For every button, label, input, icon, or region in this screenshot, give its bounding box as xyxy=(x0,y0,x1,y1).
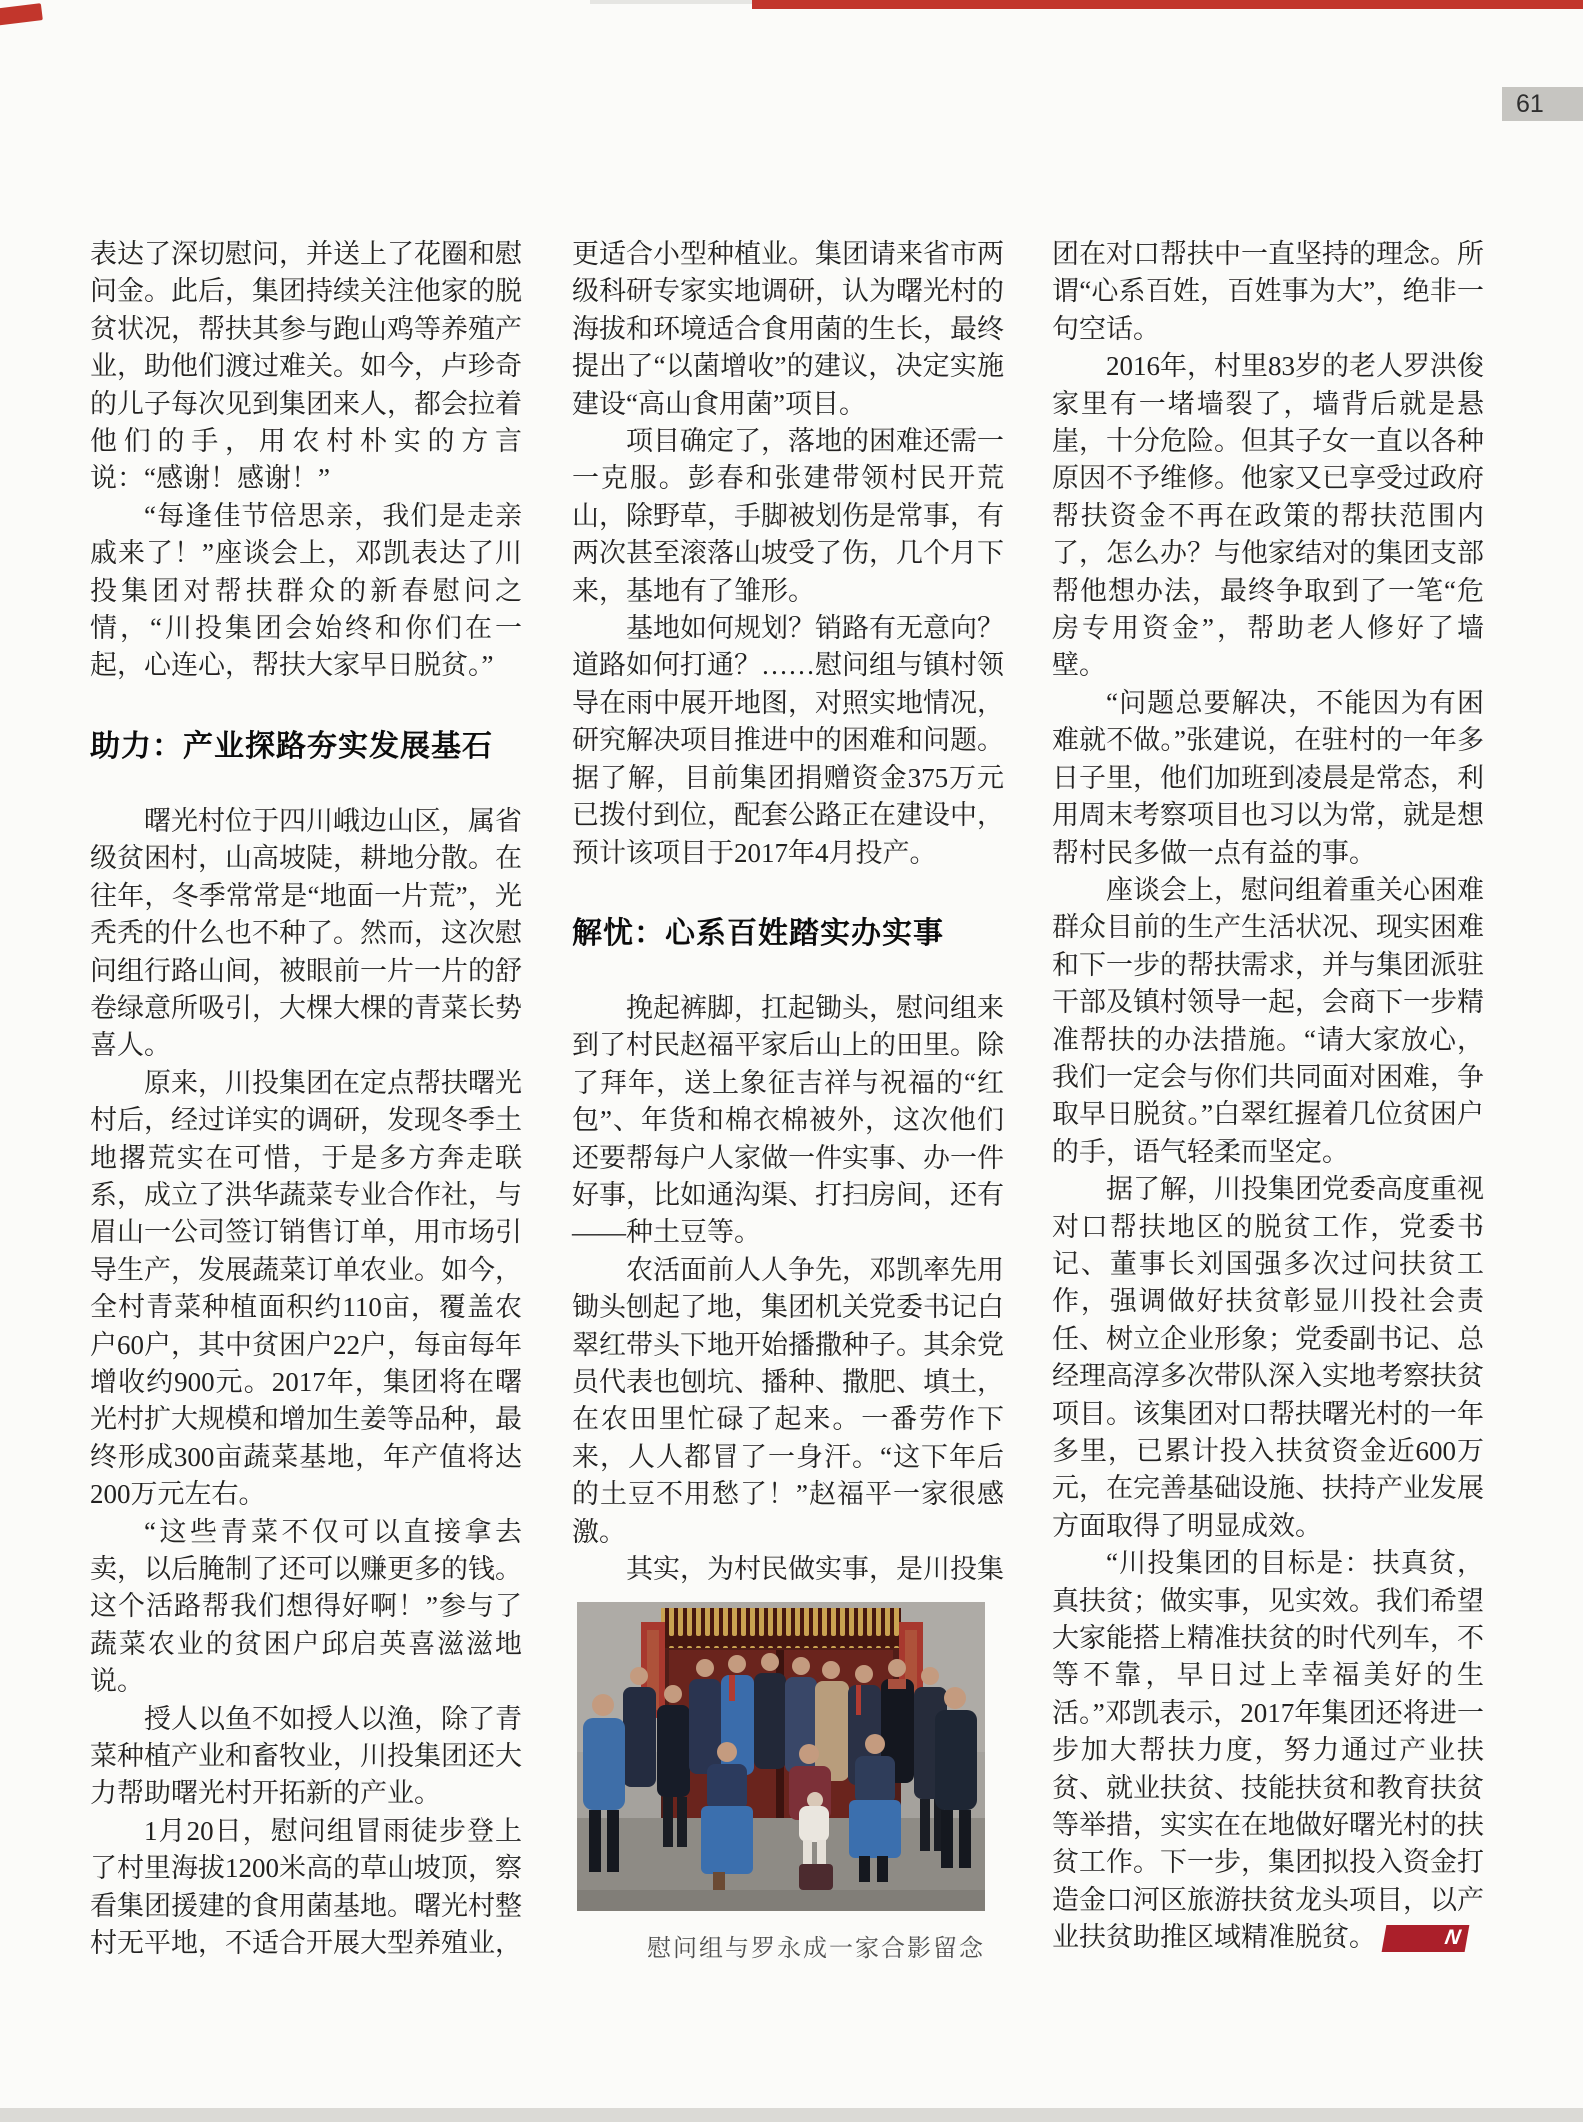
paragraph: 表达了深切慰问，并送上了花圈和慰问金。此后，集团持续关注他家的脱贫状况，帮扶其参与跑山鸡等养殖产业，助他们渡过难关。如今，卢珍奇的儿子每次见到集团来人，都会拉着他们的手，用农村朴实的方言说：“感谢！感谢！” xyxy=(90,239,522,494)
page-number: 61 xyxy=(1516,89,1544,118)
section-heading-zhuli: 助力：产业探路夯实发展基石 xyxy=(90,729,493,763)
paragraph: 更适合小型种植业。集团请来省市两级科研专家实地调研，认为曙光村的海拔和环境适合食用菌的生长，最终提出了“以菌增收”的建议，决定实施建设“高山食用菌”项目。 xyxy=(572,239,1004,419)
paragraph: 曙光村位于四川峨边山区，属省级贫困村，山高坡陡，耕地分散。在往年，冬季常常是“地面一片荒”，光秃秃的什么也不种了。然而，这次慰问组行路山间，被眼前一片一片的舒卷绿意所吸引，大棵大棵的青菜长势喜人。 xyxy=(90,805,522,1061)
end-of-article-mark-icon: N xyxy=(1382,1925,1470,1952)
paragraph: 原来，川投集团在定点帮扶曙光村后，经过详实的调研，发现冬季土地撂荒实在可惜，于是多方奔走联系，成立了洪华蔬菜专业合作社，与眉山一公司签订销售订单，用市场引导生产，发展蔬菜订单农业。如今，全村青菜种植面积约110亩，覆盖农户60户，其中贫困户22户，每亩每年增收约900元。2017年，集团将在曙光村扩大规模和增加生姜等品种，最终形成300亩蔬菜基地，年产值将达200万元左右。 xyxy=(90,1067,522,1510)
paragraph: 1月20日，慰问组冒雨徒步登上了村里海拔1200米高的草山坡顶，察看集团援建的食用菌基地。曙光村整村无平地，不适合开展大型养殖业， xyxy=(90,1815,522,1959)
paragraph: 其实，为村民做实事，是川投集 xyxy=(626,1554,1004,1584)
bottom-scan-edge xyxy=(0,2108,1583,2122)
group-photo-image xyxy=(577,1602,985,1911)
paragraph: “每逢佳节倍思亲，我们是走亲戚来了！”座谈会上，邓凯表达了川投集团对帮扶群众的新春慰问之情，“川投集团会始终和你们在一起，心连心，帮扶大家早日脱贫。” xyxy=(90,500,522,681)
paragraph xyxy=(1052,1545,1484,1956)
paragraph: 座谈会上，慰问组着重关心困难群众目前的生产生活状况、现实困难和下一步的帮扶需求，并与集团派驻干部及镇村领导一起，会商下一步精准帮扶的办法措施。“请大家放心，我们一定会与你们共同面对困难，争取早日脱贫。”白翠红握着几位贫困户的手，语气轻柔而坚定。 xyxy=(1052,874,1484,1167)
paragraph: 挽起裤脚，扛起锄头，慰问组来到了村民赵福平家后山上的田里。除了拜年，送上象征吉祥与祝福的“红包”、年货和棉衣棉被外，这次他们还要帮每户人家做一件实事、办一件好事，比如通沟渠、打扫房间，还有——种土豆等。 xyxy=(572,992,1004,1248)
article-column-3 xyxy=(1052,236,1484,1957)
group-photo xyxy=(577,1602,985,1968)
paragraph: 团在对口帮扶中一直坚持的理念。所谓“心系百姓，百姓事为大”，绝非一句空话。 xyxy=(1052,239,1484,344)
paragraph: 项目确定了，落地的困难还需一一克服。彭春和张建带领村民开荒山，除野草，手脚被划伤是常事，有两次甚至滚落山坡受了伤，几个月下来，基地有了雏形。 xyxy=(572,426,1004,606)
section-heading-jieyou: 解忧：心系百姓踏实办实事 xyxy=(572,916,944,950)
article-column-2 xyxy=(572,236,1004,1969)
photo-caption: 慰问组与罗永成一家合影留念 xyxy=(647,1936,985,1963)
top-left-red-mark xyxy=(0,3,43,26)
paragraph: 基地如何规划？销路有无意向？道路如何打通？……慰问组与镇村领导在雨中展开地图，对照实地情况，研究解决项目推进中的困难和问题。据了解，目前集团捐赠资金375万元已拨付到位，配套公路正在建设中，预计该项目于2017年4月投产。 xyxy=(572,613,1004,868)
paragraph: “这些青菜不仅可以直接拿去卖，以后腌制了还可以赚更多的钱。这个活路帮我们想得好啊！”参与了蔬菜农业的贫困户邱启英喜滋滋地说。 xyxy=(90,1516,522,1697)
top-right-red-bar xyxy=(752,0,1583,9)
paragraph-text: “川投集团的目标是：扶真贫，真扶贫；做实事，见实效。我们希望大家能搭上精准扶贫的时代列车，不等不靠，早日过上幸福美好的生活。”邓凯表示，2017年集团还将进一步加大帮扶力度，努力通过产业扶贫、就业扶贫、技能扶贫和教育扶贫等举措，实实在在地做好曙光村的扶贫工作。下一步，集团拟投入资金打造金口河区旅游扶贫龙头项目，以产业扶贫助推区域精准脱贫。 xyxy=(1052,1548,1484,1953)
paragraph: 农活面前人人争先，邓凯率先用锄头刨起了地，集团机关党委书记白翠红带头下地开始播撒种子。其余党员代表也刨坑、播种、撒肥、填土，在农田里忙碌了起来。一番劳作下来，人人都冒了一身汗。“这下年后的土豆不用愁了！”赵福平一家很感激。 xyxy=(572,1254,1004,1547)
paragraph: “问题总要解决，不能因为有困难就不做。”张建说，在驻村的一年多日子里，他们加班到凌晨是常态，利用周末考察项目也习以为常，就是想帮村民多做一点有益的事。 xyxy=(1052,687,1484,868)
paragraph: 授人以鱼不如授人以渔，除了青菜种植产业和畜牧业，川投集团还大力帮助曙光村开拓新的产业。 xyxy=(90,1703,522,1809)
paragraph: 据了解，川投集团党委高度重视对口帮扶地区的脱贫工作，党委书记、董事长刘国强多次过问扶贫工作，强调做好扶贫彰显川投社会责任、树立企业形象；党委副书记、总经理高淳多次带队深入实地考察扶贫项目。该集团对口帮扶曙光村的一年多里，已累计投入扶贫资金近600万元，在完善基础设施、扶持产业发展方面取得了明显成效。 xyxy=(1052,1174,1484,1541)
paragraph: 2016年，村里83岁的老人罗洪俊家里有一堵墙裂了，墙背后就是悬崖，十分危险。但其子女一直以各种原因不予维修。他家又已享受过政府帮扶资金不再在政策的帮扶范围内了，怎么办？与他家结对的集团支部帮他想办法，最终争取到了一笔“危房专用资金”，帮助老人修好了墙壁。 xyxy=(1052,351,1484,681)
page-number-tab xyxy=(1502,87,1583,121)
article-column-1 xyxy=(90,236,522,1962)
